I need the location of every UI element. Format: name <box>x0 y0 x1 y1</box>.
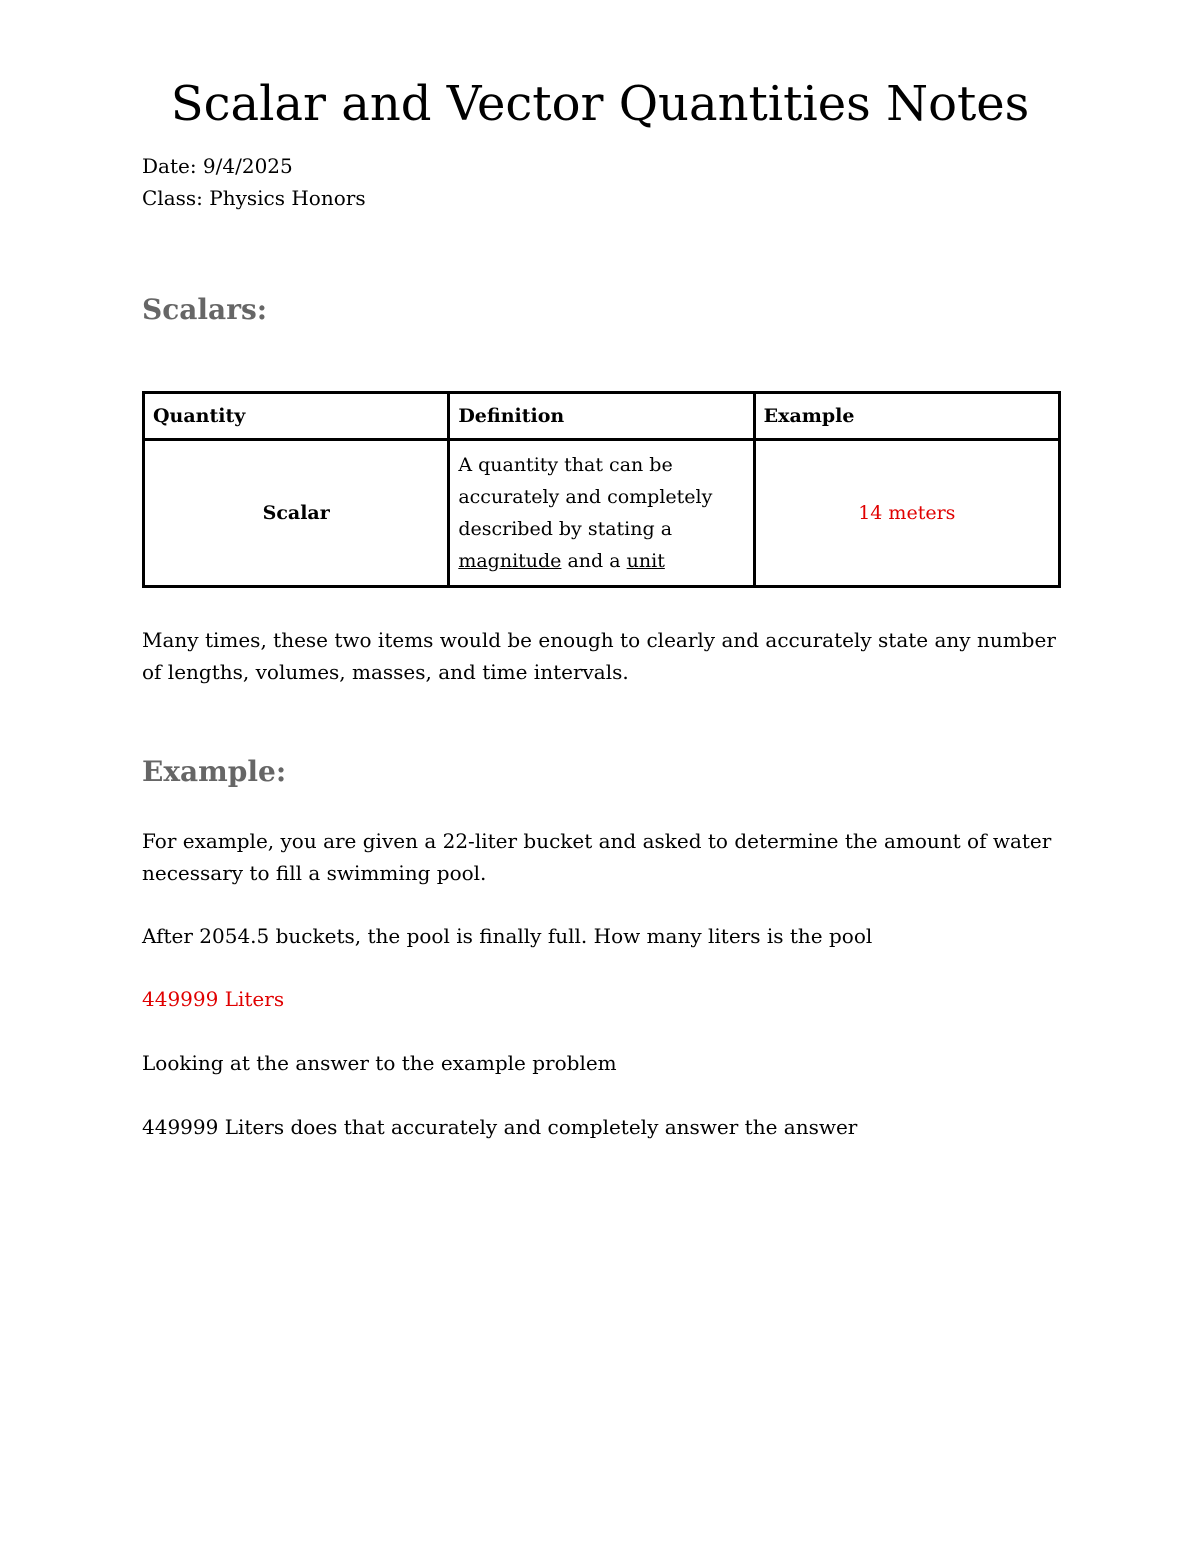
example-question: After 2054.5 buckets, the pool is finally full. How many liters is the pool <box>142 924 873 948</box>
class-line: Class: Physics Honors <box>142 186 366 210</box>
cell-example: 14 meters <box>754 440 1059 587</box>
document-title: Scalar and Vector Quantities Notes <box>170 76 1030 132</box>
header-definition: Definition <box>449 393 754 440</box>
cell-definition <box>449 440 754 587</box>
definition-joiner: and a <box>567 550 621 572</box>
definition-term-magnitude: magnitude <box>458 550 562 572</box>
scalars-heading: Scalars: <box>142 293 268 326</box>
cell-quantity: Scalar <box>144 440 449 587</box>
date-line: Date: 9/4/2025 <box>142 154 293 178</box>
header-quantity: Quantity <box>144 393 449 440</box>
definition-term-unit: unit <box>626 550 665 572</box>
example-problem: For example, you are given a 22-liter bucket and asked to determine the amount of water necessary to fill a swimming pool. <box>142 829 1052 885</box>
header-example: Example <box>754 393 1059 440</box>
example-conclusion: 449999 Liters does that accurately and completely answer the answer <box>142 1115 858 1139</box>
scalar-definition-table <box>142 391 1061 588</box>
example-followup: Looking at the answer to the example problem <box>142 1051 617 1075</box>
example-answer: 449999 Liters <box>142 987 285 1011</box>
table-header-row <box>144 393 1060 440</box>
definition-lead: A quantity that can be accurately and completely described by stating a <box>458 454 713 540</box>
table-row <box>144 440 1060 587</box>
example-heading: Example: <box>142 755 287 788</box>
scalars-note: Many times, these two items would be enough to clearly and accurately state any number of lengths, volumes, masses, and time intervals. <box>142 628 1056 684</box>
